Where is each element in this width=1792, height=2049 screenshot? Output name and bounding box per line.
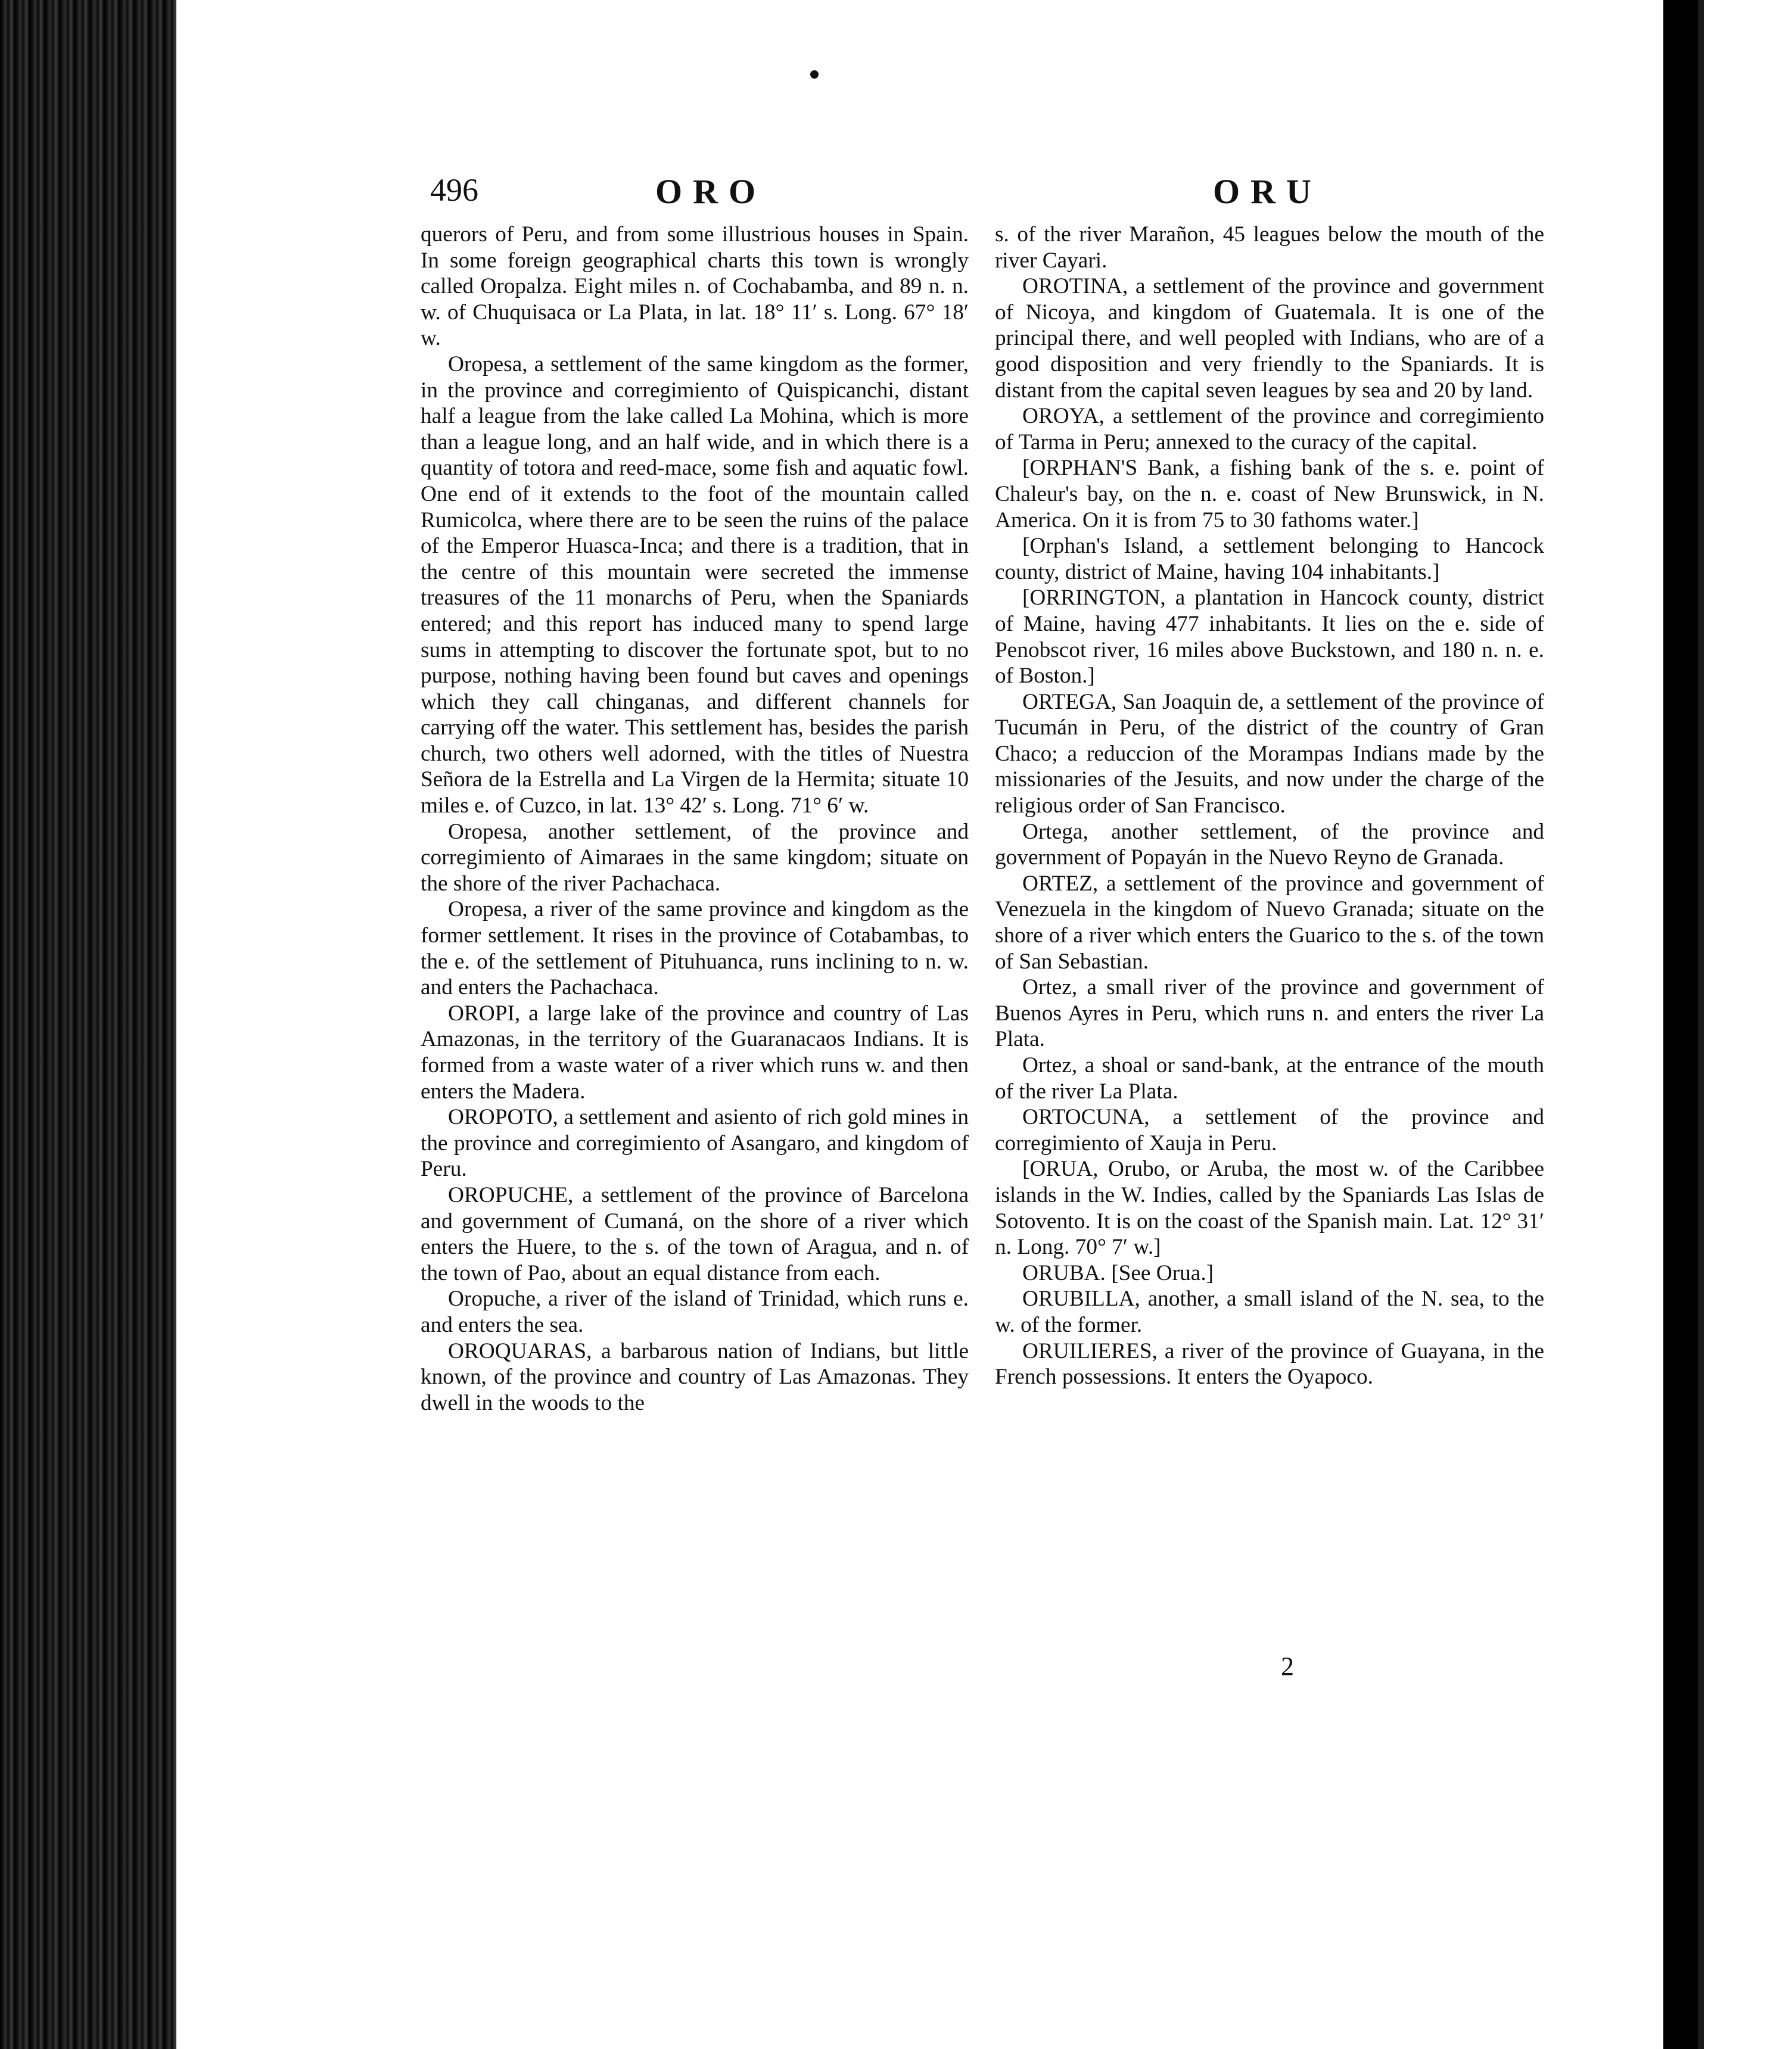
entry-orphans-island: [Orphan's Island, a settlement belonging to Hancock county, district of Maine, having 104 inhabitants.] [995,534,1544,584]
right-column [995,222,1544,1390]
running-head-left: ORO [655,172,767,211]
page-number: 496 [430,172,478,208]
left-column [421,222,969,1416]
entry-ortez-shoal: Ortez, a shoal or sand-bank, at the entrance of the mouth of the river La Plata. [995,1053,1544,1104]
entry-ortega-2: Ortega, another settlement, of the province and government of Popayán in the Nuevo Reyno de Granada. [995,819,1544,870]
signature-mark: 2 [1281,1652,1294,1681]
entry-orrington: [ORRINGTON, a plantation in Hancock county, district of Maine, having 477 inhabitants. It lies on the e. side of Penobscot river, 16 miles above Buckstown, and 180 n. n. e. of Boston.] [995,586,1544,689]
facing-page-edge [1698,0,1792,2049]
running-head-right: ORU [1213,172,1322,211]
entry-orua: [ORUA, Orubo, or Aruba, the most w. of the Caribbee islands in the W. Indies, called by the Spaniards Las Islas de Sotovento. It is on the coast of the Spanish main. Lat. 12° 31′ n. Long. 70° 7′ w.] [995,1157,1544,1260]
entry-text: s. of the river Marañon, 45 leagues below the mouth of the river Cayari. [995,222,1544,273]
entry-oropuche-river: Oropuche, a river of the island of Trinidad, which runs e. and enters the sea. [421,1287,969,1337]
entry-text: querors of Peru, and from some illustrious houses in Spain. In some foreign geographical charts this town is wrongly called Oropalza. Eight miles n. of Cochabamba, and 89 n. n. w. of Chuquisaca or La Plata, in lat. 18° 11′ s. Long. 67° 18′ w. [421,222,969,351]
entry-oroya: OROYA, a settlement of the province and corregimiento of Tarma in Peru; annexed to the curacy of the capital. [995,404,1544,454]
entry-oruba: ORUBA. [See Orua.] [1022,1260,1214,1285]
entry-oropesa-river: Oropesa, a river of the same province and kingdom as the former settlement. It rises in the province of Cotabambas, to the e. of the settlement of Pituhuanca, runs inclining to n. w. and enters the Pachachaca. [421,897,969,1000]
entry-oropi: OROPI, a large lake of the province and country of Las Amazonas, in the territory of the Guaranacaos Indians. It is formed from a waste water of a river which runs w. and then enters the Madera. [421,1001,969,1104]
entry-orotina: OROTINA, a settlement of the province and government of Nicoya, and kingdom of Guatemala. It is one of the principal there, and well peopled with Indians, who are of a good disposition and very friendly to the Spaniards. It is distant from the capital seven leagues by sea and 20 by land. [995,274,1544,403]
entry-orubilla: ORUBILLA, another, a small island of the N. sea, to the w. of the former. [995,1287,1544,1337]
book-binding-edge [0,0,179,2049]
entry-oroquaras: OROQUARAS, a barbarous nation of Indians, but little known, of the province and country of Las Amazonas. They dwell in the woods to the [421,1338,969,1415]
ink-dot [810,70,819,79]
entry-oropesa-2: Oropesa, another settlement, of the province and corregimiento of Aimaraes in the same kingdom; situate on the shore of the river Pachachaca. [421,819,969,896]
entry-oropoto: OROPOTO, a settlement and asiento of rich gold mines in the province and corregimiento of Asangaro, and kingdom of Peru. [421,1105,969,1182]
entry-oropesa-1: Oropesa, a settlement of the same kingdom as the former, in the province and corregimiento of Quispicanchi, distant half a league from the lake called La Mohina, which is more than a league long, and an half wide, and in which there is a quantity of totora and reed-mace, some fish and aquatic fowl. One end of it extends to the foot of the mountain called Rumicolca, where there are to be seen the ruins of the palace of the Emperor Huasca-Inca; and there is a tradition, that in the centre of this mountain were secreted the immense treasures of the 11 monarchs of Peru, when the Spaniards entered; and this report has induced many to spend large sums in attempting to discover the fortunate spot, but to no purpose, nothing having been found but caves and openings which they call chinganas, and different channels for carrying off the water. This settlement has, besides the parish church, two others well adorned, with the titles of Nuestra Señora de la Estrella and La Virgen de la Hermita; situate 10 miles e. of Cuzco, in lat. 13° 42′ s. Long. 71° 6′ w. [421,351,969,818]
entry-ortocuna: ORTOCUNA, a settlement of the province and corregimiento of Xauja in Peru. [995,1105,1544,1156]
entry-ortega: ORTEGA, San Joaquin de, a settlement of the province of Tucumán in Peru, of the district of the country of Gran Chaco; a reduccion of the Morampas Indians made by the missionaries of the Jesuits, and now under the charge of the religious order of San Francisco. [995,689,1544,818]
entry-orphans-bank: [ORPHAN'S Bank, a fishing bank of the s. e. point of Chaleur's bay, on the n. e. coast of New Brunswick, in N. America. On it is from 75 to 30 fathoms water.] [995,456,1544,533]
entry-ortez: ORTEZ, a settlement of the province and government of Venezuela in the kingdom of Nuevo Granada; situate on the shore of a river which enters the Guarico to the s. of the town of San Sebastian. [995,871,1544,974]
entry-ortez-river: Ortez, a small river of the province and government of Buenos Ayres in Peru, which runs n. and enters the river La Plata. [995,975,1544,1052]
entry-oropuche: OROPUCHE, a settlement of the province of Barcelona and government of Cumaná, on the shore of a river which enters the Huere, to the s. of the town of Aragua, and n. of the town of Pao, about an equal distance from each. [421,1182,969,1285]
entry-oruilieres: ORUILIERES, a river of the province of Guayana, in the French possessions. It enters the Oyapoco. [995,1338,1544,1390]
